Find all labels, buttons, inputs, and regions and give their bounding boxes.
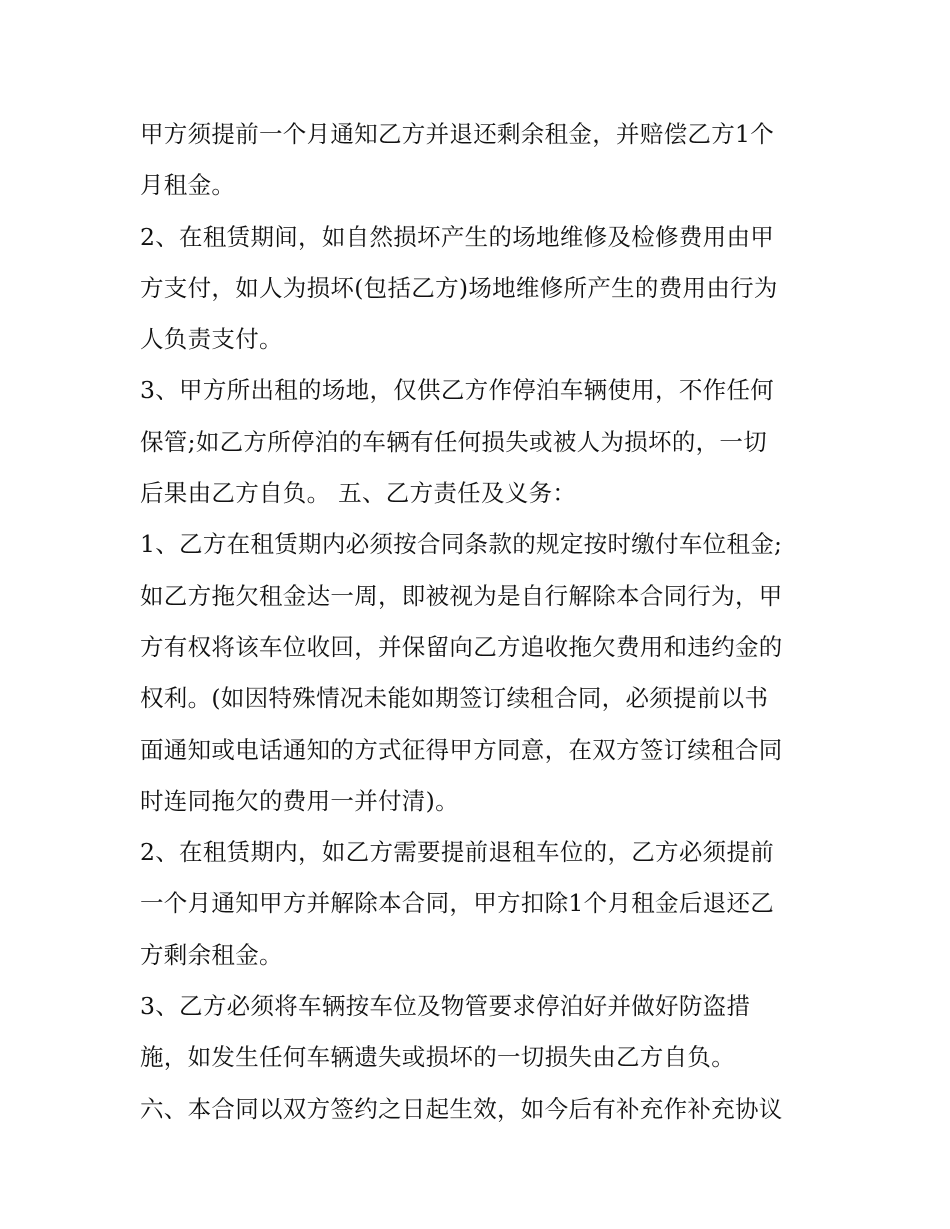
text-line: 2、在租赁期间，如自然损坏产生的场地维修及检修费用由甲 bbox=[140, 222, 775, 251]
text-line: 一个月通知甲方并解除本合同，甲方扣除1个月租金后退还乙 bbox=[140, 889, 775, 918]
text-line: 2、在租赁期内，如乙方需要提前退租车位的，乙方必须提前 bbox=[140, 838, 775, 867]
text-line: 后果由乙方自负。 五、乙方责任及义务： bbox=[140, 479, 577, 508]
text-line: 月租金。 bbox=[140, 171, 236, 200]
text-line: 3、乙方必须将车辆按车位及物管要求停泊好并做好防盗措 bbox=[140, 992, 751, 1021]
text-line: 方剩余租金。 bbox=[140, 940, 283, 969]
text-line: 如乙方拖欠租金达一周，即被视为是自行解除本合同行为，甲 bbox=[140, 581, 783, 610]
contract-text bbox=[140, 109, 820, 1135]
text-line: 六、本合同以双方签约之日起生效，如今后有补充作补充协议 bbox=[140, 1094, 783, 1123]
text-line: 1、乙方在租赁期内必须按合同条款的规定按时缴付车位租金; bbox=[140, 530, 783, 559]
text-line: 3、甲方所出租的场地，仅供乙方作停泊车辆使用，不作任何 bbox=[140, 376, 775, 405]
text-line: 方支付，如人为损坏(包括乙方)场地维修所产生的费用由行为 bbox=[140, 273, 778, 302]
text-line: 面通知或电话通知的方式征得甲方同意，在双方签订续租合同 bbox=[140, 735, 783, 764]
text-line: 甲方须提前一个月通知乙方并退还剩余租金，并赔偿乙方1个 bbox=[140, 120, 775, 148]
text-line: 权利。(如因特殊情况未能如期签订续租合同，必须提前以书 bbox=[140, 684, 769, 713]
text-line: 时连同拖欠的费用一并付清)。 bbox=[140, 786, 459, 815]
text-line: 保管;如乙方所停泊的车辆有任何损失或被人为损坏的，一切 bbox=[140, 427, 768, 456]
text-line: 人负责支付。 bbox=[140, 325, 283, 354]
text-line: 施，如发生任何车辆遗失或损坏的一切损失由乙方自负。 bbox=[140, 1043, 735, 1072]
text-line: 方有权将该车位收回，并保留向乙方追收拖欠费用和违约金的 bbox=[140, 632, 783, 661]
